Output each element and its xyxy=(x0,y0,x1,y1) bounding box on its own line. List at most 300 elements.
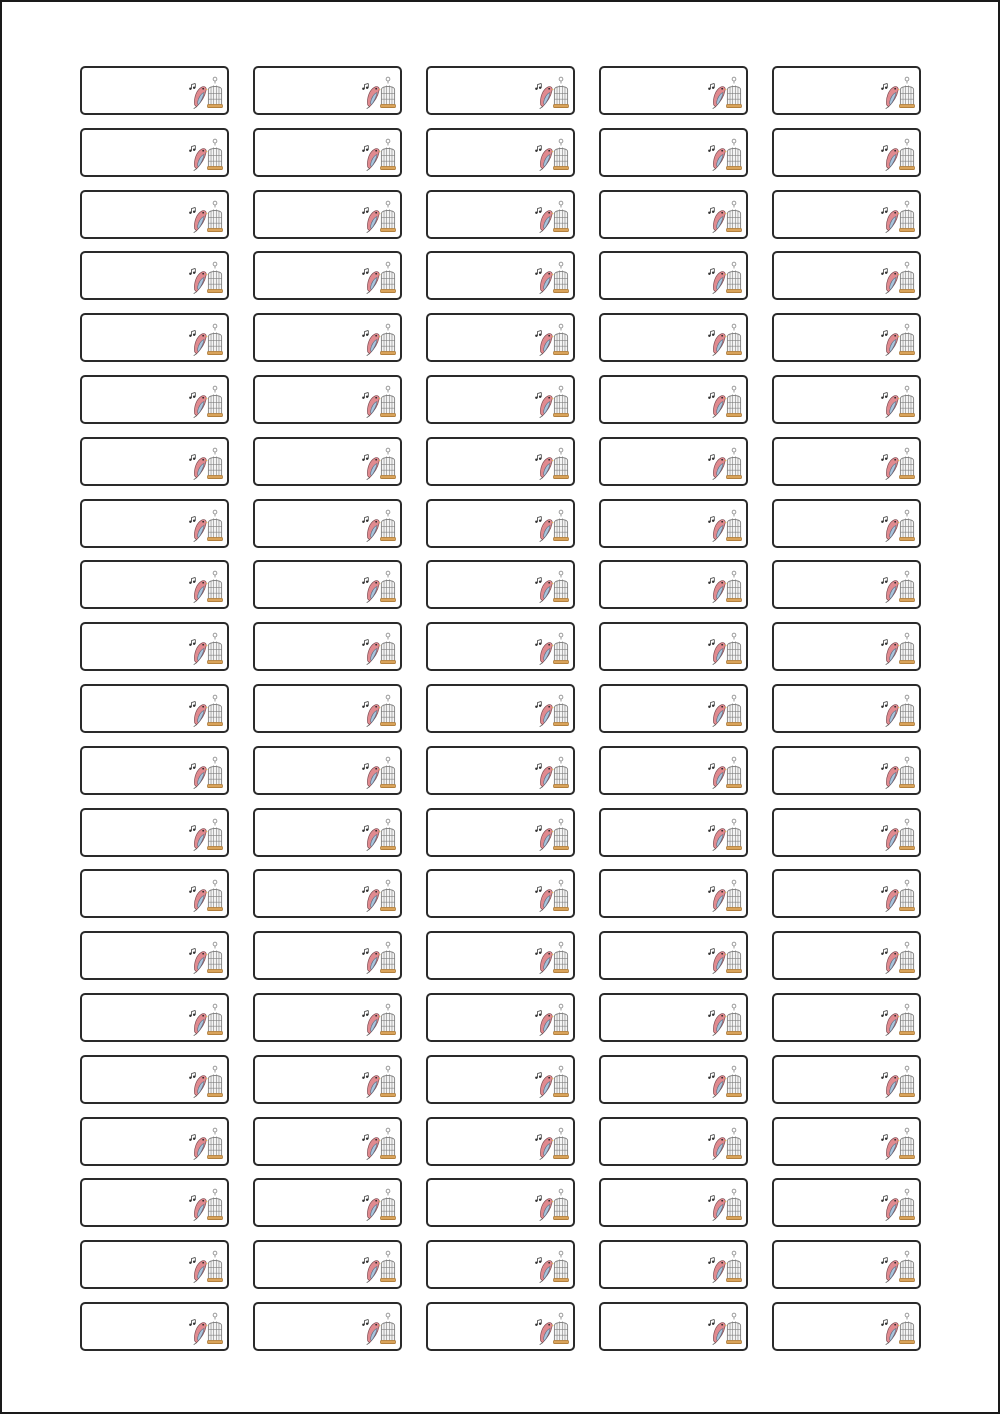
label-r12-c4 xyxy=(599,746,748,795)
bird-and-cage-icon xyxy=(707,1250,743,1284)
bird-and-cage-icon xyxy=(880,1312,916,1346)
bird-and-cage-icon xyxy=(880,756,916,790)
music-notes xyxy=(881,763,887,769)
bird-and-cage-icon xyxy=(707,385,743,419)
bird xyxy=(367,334,381,356)
bird-and-cage-icon xyxy=(188,818,224,852)
label-r9-c5 xyxy=(772,560,921,609)
bird xyxy=(886,87,900,109)
cage xyxy=(207,386,222,417)
cage xyxy=(726,819,741,850)
bird xyxy=(367,890,381,912)
bird xyxy=(713,1014,727,1036)
bird-and-cage-icon xyxy=(534,818,570,852)
bird-and-cage-icon xyxy=(880,1188,916,1222)
bird xyxy=(367,148,381,170)
bird-and-cage-icon xyxy=(188,570,224,604)
cage xyxy=(207,881,222,912)
bird xyxy=(540,334,554,356)
music-notes xyxy=(881,1319,887,1325)
bird-and-cage-icon xyxy=(880,76,916,110)
bird xyxy=(194,705,208,727)
bird-and-cage-icon xyxy=(880,200,916,234)
cage xyxy=(380,201,395,232)
bird-and-cage-icon xyxy=(880,570,916,604)
cage xyxy=(899,1313,914,1344)
bird xyxy=(367,828,381,850)
cage xyxy=(380,633,395,664)
music-notes xyxy=(881,84,887,90)
bird-and-cage-icon xyxy=(188,76,224,110)
bird-and-cage-icon xyxy=(188,632,224,666)
music-notes xyxy=(708,825,714,831)
music-notes xyxy=(881,454,887,460)
bird-and-cage-icon xyxy=(534,1250,570,1284)
music-notes xyxy=(535,763,541,769)
music-notes xyxy=(189,145,195,151)
bird-and-cage-icon xyxy=(534,1312,570,1346)
music-notes xyxy=(881,393,887,399)
music-notes xyxy=(362,516,368,522)
label-r4-c3 xyxy=(426,251,575,300)
label-r10-c5 xyxy=(772,622,921,671)
music-notes xyxy=(189,1072,195,1078)
cage xyxy=(726,510,741,541)
bird xyxy=(886,705,900,727)
label-r13-c5 xyxy=(772,808,921,857)
label-r21-c5 xyxy=(772,1302,921,1351)
music-notes xyxy=(189,331,195,337)
label-r15-c4 xyxy=(599,931,748,980)
bird xyxy=(540,643,554,665)
cage xyxy=(899,757,914,788)
bird-and-cage-icon xyxy=(188,138,224,172)
cage xyxy=(726,1313,741,1344)
cage xyxy=(899,263,914,294)
label-r6-c1 xyxy=(80,375,229,424)
music-notes xyxy=(535,887,541,893)
label-r3-c1 xyxy=(80,190,229,239)
bird xyxy=(540,1075,554,1097)
bird-and-cage-icon xyxy=(534,1003,570,1037)
music-notes xyxy=(189,1134,195,1140)
bird-and-cage-icon xyxy=(707,1065,743,1099)
cage xyxy=(899,386,914,417)
label-r20-c3 xyxy=(426,1240,575,1289)
music-notes xyxy=(881,701,887,707)
music-notes xyxy=(881,887,887,893)
music-notes xyxy=(189,269,195,275)
bird xyxy=(194,1199,208,1221)
cage xyxy=(553,1066,568,1097)
bird xyxy=(540,457,554,479)
label-r14-c5 xyxy=(772,869,921,918)
bird-and-cage-icon xyxy=(361,818,397,852)
bird xyxy=(540,519,554,541)
label-r17-c3 xyxy=(426,1055,575,1104)
music-notes xyxy=(708,84,714,90)
music-notes xyxy=(189,640,195,646)
music-notes xyxy=(362,1319,368,1325)
music-notes xyxy=(535,1010,541,1016)
bird-and-cage-icon xyxy=(880,1003,916,1037)
music-notes xyxy=(362,640,368,646)
label-r3-c4 xyxy=(599,190,748,239)
bird xyxy=(194,952,208,974)
label-r21-c4 xyxy=(599,1302,748,1351)
bird-and-cage-icon xyxy=(707,694,743,728)
cage xyxy=(380,572,395,603)
cage xyxy=(380,1251,395,1282)
cage xyxy=(899,77,914,108)
bird xyxy=(886,1075,900,1097)
label-r2-c5 xyxy=(772,128,921,177)
bird xyxy=(194,396,208,418)
bird-and-cage-icon xyxy=(534,694,570,728)
cage xyxy=(726,1004,741,1035)
bird xyxy=(367,457,381,479)
bird xyxy=(886,643,900,665)
bird xyxy=(886,457,900,479)
cage xyxy=(553,757,568,788)
bird xyxy=(713,1323,727,1345)
label-r21-c2 xyxy=(253,1302,402,1351)
bird xyxy=(367,1014,381,1036)
bird-and-cage-icon xyxy=(188,756,224,790)
cage xyxy=(899,572,914,603)
label-r15-c1 xyxy=(80,931,229,980)
label-r16-c1 xyxy=(80,993,229,1042)
bird-and-cage-icon xyxy=(534,1188,570,1222)
label-r4-c1 xyxy=(80,251,229,300)
cage xyxy=(207,942,222,973)
cage xyxy=(899,448,914,479)
bird-and-cage-icon xyxy=(880,694,916,728)
label-r19-c4 xyxy=(599,1178,748,1227)
bird-and-cage-icon xyxy=(534,138,570,172)
label-r6-c2 xyxy=(253,375,402,424)
music-notes xyxy=(362,825,368,831)
music-notes xyxy=(708,393,714,399)
label-r13-c1 xyxy=(80,808,229,857)
cage xyxy=(726,139,741,170)
music-notes xyxy=(189,84,195,90)
label-r6-c3 xyxy=(426,375,575,424)
bird-and-cage-icon xyxy=(361,694,397,728)
music-notes xyxy=(535,1258,541,1264)
cage xyxy=(899,695,914,726)
music-notes xyxy=(708,1134,714,1140)
cage xyxy=(726,263,741,294)
bird xyxy=(713,890,727,912)
music-notes xyxy=(362,1072,368,1078)
cage xyxy=(553,1128,568,1159)
cage xyxy=(899,201,914,232)
bird xyxy=(194,1137,208,1159)
cage xyxy=(899,139,914,170)
cage xyxy=(726,695,741,726)
music-notes xyxy=(189,763,195,769)
bird xyxy=(367,87,381,109)
cage xyxy=(207,633,222,664)
bird-and-cage-icon xyxy=(188,694,224,728)
bird xyxy=(194,1075,208,1097)
bird-and-cage-icon xyxy=(880,138,916,172)
label-r7-c1 xyxy=(80,437,229,486)
bird-and-cage-icon xyxy=(707,138,743,172)
bird-and-cage-icon xyxy=(361,1250,397,1284)
cage xyxy=(380,77,395,108)
music-notes xyxy=(535,1072,541,1078)
bird-and-cage-icon xyxy=(707,632,743,666)
music-notes xyxy=(189,516,195,522)
bird xyxy=(540,581,554,603)
bird xyxy=(194,643,208,665)
music-notes xyxy=(708,640,714,646)
bird-and-cage-icon xyxy=(188,1065,224,1099)
music-notes xyxy=(189,825,195,831)
music-notes xyxy=(708,269,714,275)
bird-and-cage-icon xyxy=(361,76,397,110)
music-notes xyxy=(535,84,541,90)
label-r5-c5 xyxy=(772,313,921,362)
bird-and-cage-icon xyxy=(534,323,570,357)
cage xyxy=(380,510,395,541)
music-notes xyxy=(189,1010,195,1016)
label-r10-c2 xyxy=(253,622,402,671)
label-r16-c5 xyxy=(772,993,921,1042)
cage xyxy=(553,77,568,108)
label-r7-c3 xyxy=(426,437,575,486)
music-notes xyxy=(362,145,368,151)
cage xyxy=(553,201,568,232)
cage xyxy=(899,1251,914,1282)
label-r9-c4 xyxy=(599,560,748,609)
label-r18-c4 xyxy=(599,1117,748,1166)
bird-and-cage-icon xyxy=(188,1250,224,1284)
cage xyxy=(380,757,395,788)
label-r7-c2 xyxy=(253,437,402,486)
music-notes xyxy=(535,516,541,522)
music-notes xyxy=(535,454,541,460)
music-notes xyxy=(708,763,714,769)
cage xyxy=(553,1251,568,1282)
bird-and-cage-icon xyxy=(534,200,570,234)
bird xyxy=(194,148,208,170)
bird-and-cage-icon xyxy=(707,1003,743,1037)
bird-and-cage-icon xyxy=(361,261,397,295)
music-notes xyxy=(189,578,195,584)
bird xyxy=(367,519,381,541)
cage xyxy=(207,510,222,541)
music-notes xyxy=(708,331,714,337)
label-r10-c4 xyxy=(599,622,748,671)
label-r8-c2 xyxy=(253,499,402,548)
bird xyxy=(540,1014,554,1036)
bird xyxy=(886,519,900,541)
cage xyxy=(207,1066,222,1097)
cage xyxy=(380,881,395,912)
bird xyxy=(540,210,554,232)
label-r14-c1 xyxy=(80,869,229,918)
bird xyxy=(194,1014,208,1036)
label-r18-c2 xyxy=(253,1117,402,1166)
label-r6-c5 xyxy=(772,375,921,424)
bird-and-cage-icon xyxy=(188,1127,224,1161)
bird-and-cage-icon xyxy=(361,138,397,172)
cage xyxy=(553,139,568,170)
bird xyxy=(540,828,554,850)
bird xyxy=(367,1199,381,1221)
label-r7-c5 xyxy=(772,437,921,486)
music-notes xyxy=(362,84,368,90)
label-r16-c4 xyxy=(599,993,748,1042)
bird xyxy=(713,643,727,665)
music-notes xyxy=(189,207,195,213)
label-r16-c2 xyxy=(253,993,402,1042)
label-r21-c3 xyxy=(426,1302,575,1351)
bird-and-cage-icon xyxy=(188,200,224,234)
bird-and-cage-icon xyxy=(707,323,743,357)
bird xyxy=(886,1199,900,1221)
bird-and-cage-icon xyxy=(188,941,224,975)
label-r20-c5 xyxy=(772,1240,921,1289)
music-notes xyxy=(189,887,195,893)
bird xyxy=(194,272,208,294)
music-notes xyxy=(708,701,714,707)
label-r9-c2 xyxy=(253,560,402,609)
cage xyxy=(207,819,222,850)
cage xyxy=(726,77,741,108)
label-r10-c3 xyxy=(426,622,575,671)
cage xyxy=(380,263,395,294)
cage xyxy=(207,139,222,170)
bird xyxy=(367,1323,381,1345)
music-notes xyxy=(708,1258,714,1264)
bird xyxy=(886,1137,900,1159)
bird-and-cage-icon xyxy=(880,509,916,543)
bird xyxy=(886,272,900,294)
bird-and-cage-icon xyxy=(707,818,743,852)
music-notes xyxy=(535,949,541,955)
label-r4-c2 xyxy=(253,251,402,300)
label-r2-c2 xyxy=(253,128,402,177)
cage xyxy=(380,695,395,726)
music-notes xyxy=(362,269,368,275)
bird xyxy=(367,210,381,232)
bird-and-cage-icon xyxy=(707,1127,743,1161)
label-r2-c4 xyxy=(599,128,748,177)
cage xyxy=(207,201,222,232)
bird xyxy=(886,1261,900,1283)
bird xyxy=(713,457,727,479)
bird xyxy=(886,890,900,912)
label-r3-c5 xyxy=(772,190,921,239)
bird xyxy=(713,952,727,974)
label-r19-c5 xyxy=(772,1178,921,1227)
music-notes xyxy=(708,1319,714,1325)
music-notes xyxy=(708,1072,714,1078)
cage xyxy=(726,942,741,973)
bird-and-cage-icon xyxy=(361,200,397,234)
bird-and-cage-icon xyxy=(534,76,570,110)
label-r17-c2 xyxy=(253,1055,402,1104)
bird-and-cage-icon xyxy=(707,200,743,234)
bird xyxy=(540,766,554,788)
bird-and-cage-icon xyxy=(707,509,743,543)
music-notes xyxy=(881,207,887,213)
label-r3-c2 xyxy=(253,190,402,239)
music-notes xyxy=(708,516,714,522)
music-notes xyxy=(189,1319,195,1325)
cage xyxy=(380,1313,395,1344)
bird-and-cage-icon xyxy=(707,1312,743,1346)
cage xyxy=(553,386,568,417)
label-r20-c2 xyxy=(253,1240,402,1289)
bird-and-cage-icon xyxy=(361,570,397,604)
cage xyxy=(726,386,741,417)
bird xyxy=(540,87,554,109)
bird-and-cage-icon xyxy=(361,509,397,543)
bird-and-cage-icon xyxy=(534,509,570,543)
cage xyxy=(207,1251,222,1282)
music-notes xyxy=(535,1134,541,1140)
label-r7-c4 xyxy=(599,437,748,486)
cage xyxy=(553,942,568,973)
bird xyxy=(713,1261,727,1283)
bird xyxy=(367,396,381,418)
music-notes xyxy=(535,825,541,831)
cage xyxy=(726,201,741,232)
bird-and-cage-icon xyxy=(361,385,397,419)
bird xyxy=(540,1199,554,1221)
label-r2-c1 xyxy=(80,128,229,177)
label-r14-c3 xyxy=(426,869,575,918)
music-notes xyxy=(535,393,541,399)
music-notes xyxy=(362,763,368,769)
label-r17-c1 xyxy=(80,1055,229,1104)
bird xyxy=(540,272,554,294)
label-r5-c3 xyxy=(426,313,575,362)
label-r8-c4 xyxy=(599,499,748,548)
cage xyxy=(899,1190,914,1221)
bird xyxy=(713,581,727,603)
bird-and-cage-icon xyxy=(361,756,397,790)
bird xyxy=(540,1323,554,1345)
cage xyxy=(553,633,568,664)
cage xyxy=(380,448,395,479)
music-notes xyxy=(881,516,887,522)
music-notes xyxy=(881,640,887,646)
music-notes xyxy=(189,454,195,460)
cage xyxy=(726,1066,741,1097)
music-notes xyxy=(881,331,887,337)
bird-and-cage-icon xyxy=(880,1250,916,1284)
label-r14-c2 xyxy=(253,869,402,918)
music-notes xyxy=(362,887,368,893)
label-r20-c1 xyxy=(80,1240,229,1289)
cage xyxy=(899,510,914,541)
bird xyxy=(713,519,727,541)
bird xyxy=(886,581,900,603)
cage xyxy=(899,1004,914,1035)
bird xyxy=(367,705,381,727)
bird xyxy=(886,766,900,788)
cage xyxy=(553,695,568,726)
bird xyxy=(713,766,727,788)
cage xyxy=(899,942,914,973)
bird xyxy=(713,148,727,170)
